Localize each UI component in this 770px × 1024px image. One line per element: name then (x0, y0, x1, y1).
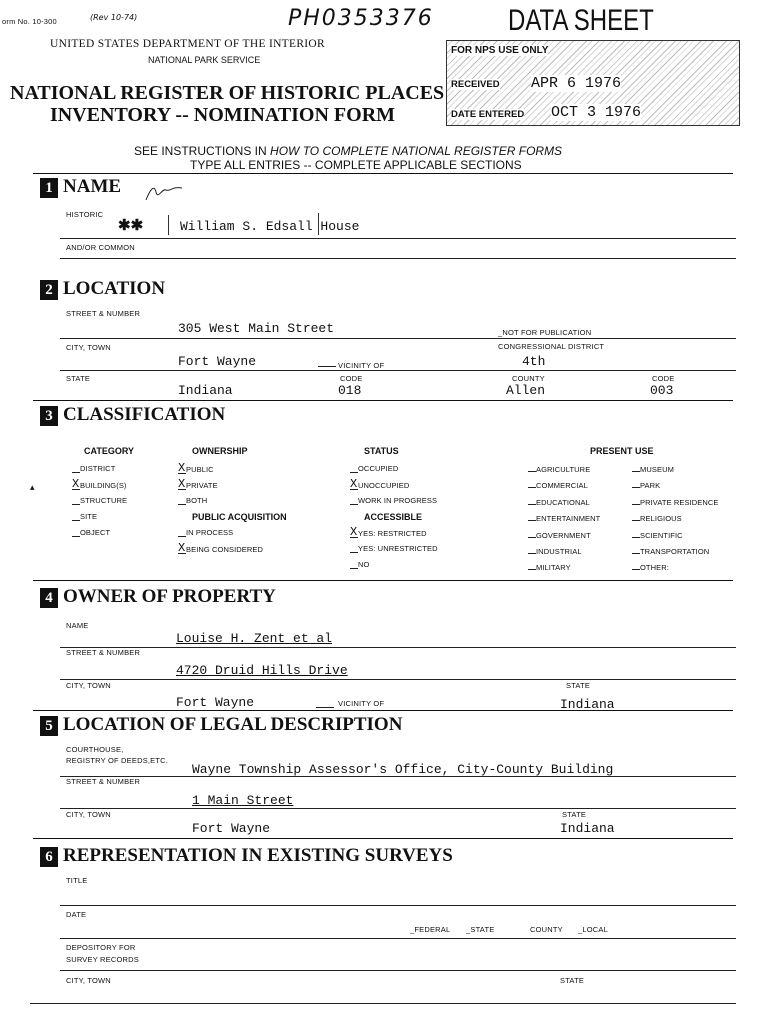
section-number-4: 4 (40, 588, 58, 608)
section-title-owner: OWNER OF PROPERTY (63, 586, 276, 607)
checkbox-blank (632, 464, 640, 472)
checkbox-mark: X (72, 477, 80, 491)
checklist-label: SITE (80, 512, 98, 521)
owner-street-label: STREET & NUMBER (66, 648, 141, 657)
checklist-item (178, 528, 233, 537)
checkbox-mark (72, 536, 80, 537)
congressional-label: CONGRESSIONAL DISTRICT (498, 342, 605, 351)
initials-scribble (142, 180, 187, 204)
checklist-item (528, 513, 600, 523)
status-heading: STATUS (364, 446, 399, 456)
checklist-item (632, 530, 683, 540)
service-name: NATIONAL PARK SERVICE (148, 55, 261, 65)
survey-state-label: STATE (560, 976, 585, 985)
legal-street-label: STREET & NUMBER (66, 777, 141, 786)
checkbox-mark (72, 520, 80, 521)
vicinity-label: VICINITY OF (338, 361, 385, 370)
divider (60, 776, 736, 777)
divider (33, 838, 733, 839)
checklist-item (528, 562, 571, 572)
congressional-value: 4th (522, 354, 546, 369)
margin-mark: ▴ (30, 482, 35, 492)
instructions-line2: TYPE ALL ENTRIES -- COMPLETE APPLICABLE SECTIONS (190, 158, 522, 172)
state-value: Indiana (178, 383, 233, 398)
checklist-label: RELIGIOUS (640, 514, 682, 524)
divider (60, 970, 736, 971)
street-label: STREET & NUMBER (66, 309, 141, 318)
checklist-item (350, 544, 438, 553)
checklist-label: GOVERNMENT (536, 530, 591, 540)
checklist-item (178, 461, 214, 475)
bracket-left (168, 215, 170, 235)
common-label: AND/OR COMMON (66, 243, 135, 252)
checkbox-blank (528, 513, 536, 521)
section-title-classification: CLASSIFICATION (63, 404, 226, 425)
checklist-label: SCIENTIFIC (640, 530, 683, 540)
checkbox-blank (528, 562, 536, 570)
checklist-label: OCCUPIED (358, 464, 399, 473)
checklist-item (528, 480, 588, 490)
checkbox-blank (528, 546, 536, 554)
checklist-item (632, 497, 719, 507)
entered-date: OCT 3 1976 (551, 104, 642, 121)
federal-option: _FEDERAL (410, 925, 451, 934)
checkbox-blank (632, 513, 640, 521)
county-value: Allen (506, 383, 546, 398)
nps-use-label: FOR NPS USE ONLY (451, 45, 549, 56)
city-value: Fort Wayne (178, 354, 257, 369)
received-date: APR 6 1976 (531, 75, 622, 92)
legal-state-value: Indiana (560, 821, 615, 836)
checklist-label: YES: UNRESTRICTED (358, 544, 438, 553)
checkbox-blank (528, 497, 536, 505)
not-for-publication: _NOT FOR PUBLICATION (498, 328, 592, 337)
courthouse-label-2: REGISTRY OF DEEDS,ETC. (66, 756, 169, 765)
checkbox-mark (350, 472, 358, 473)
section-number-3: 3 (40, 406, 58, 426)
legal-street-value: 1 Main Street (192, 793, 294, 808)
instructions-line1 (134, 144, 562, 158)
checklist-item (528, 530, 591, 540)
legal-state-label: STATE (562, 810, 587, 819)
checkbox-blank (528, 464, 536, 472)
checklist-item (72, 512, 97, 521)
category-heading: CATEGORY (84, 446, 135, 456)
checklist-item (72, 496, 127, 505)
checkbox-blank (632, 562, 640, 570)
checklist-item (72, 477, 127, 491)
owner-state-value: Indiana (560, 697, 615, 712)
checkbox-blank (632, 546, 640, 554)
historic-name-value: William S. Edsall House (180, 219, 360, 234)
checklist-item (178, 477, 218, 491)
form-title-line1: NATIONAL REGISTER OF HISTORIC PLACES (10, 82, 445, 104)
checklist-label: ENTERTAINMENT (536, 514, 601, 524)
checklist-item (72, 464, 115, 473)
divider (60, 338, 736, 339)
divider (60, 238, 736, 239)
divider (33, 580, 733, 581)
checklist-label: UNOCCUPIED (358, 481, 410, 490)
checklist-item (350, 464, 398, 473)
divider (60, 679, 736, 680)
accessible-heading: ACCESSIBLE (364, 512, 423, 522)
checkbox-mark: X (178, 477, 186, 491)
checklist-label: BUILDING(S) (80, 481, 127, 490)
city-label: CITY, TOWN (66, 343, 111, 352)
checkbox-mark: X (350, 477, 358, 491)
vicinity-blank (318, 366, 336, 367)
checkbox-mark (350, 552, 358, 553)
section-number-6: 6 (40, 847, 58, 867)
checklist-item (632, 562, 669, 572)
checklist-item (632, 464, 674, 474)
courthouse-label-1: COURTHOUSE, (66, 745, 124, 754)
county-option: COUNTY (530, 925, 563, 934)
vicinity-blank (316, 707, 334, 708)
owner-street-value: 4720 Druid Hills Drive (176, 663, 348, 678)
checklist-item (528, 497, 590, 507)
handwritten-id: PH0353376 (288, 6, 434, 31)
checklist-label: NO (358, 560, 370, 569)
checkbox-blank (528, 480, 536, 488)
checklist-item (528, 464, 590, 474)
checkbox-mark (350, 504, 358, 505)
checkbox-mark: X (178, 461, 186, 475)
nps-use-box (446, 40, 740, 126)
checklist-label: AGRICULTURE (536, 465, 591, 474)
checkbox-mark (72, 504, 80, 505)
checklist-item (350, 477, 410, 491)
depository-label-2: SURVEY RECORDS (66, 955, 139, 964)
received-label: RECEIVED (451, 79, 500, 90)
section-number-2: 2 (40, 280, 58, 300)
divider (30, 1003, 736, 1004)
owner-name-label: NAME (66, 621, 89, 630)
checklist-item (178, 541, 264, 555)
checklist-item (350, 496, 437, 505)
checkbox-blank (632, 530, 640, 538)
checklist-label: BEING CONSIDERED (186, 545, 264, 554)
entered-label: DATE ENTERED (451, 109, 525, 120)
checkbox-blank (632, 480, 640, 488)
survey-date-label: DATE (66, 910, 87, 919)
revision-note: (Rev 10-74) (90, 13, 138, 22)
owner-city-label: CITY, TOWN (66, 681, 111, 690)
county-code-label: CODE (652, 374, 675, 383)
checklist-label: TRANSPORTATION (640, 547, 710, 556)
checklist-label: OTHER: (640, 563, 669, 573)
form-title-line2: INVENTORY -- NOMINATION FORM (50, 104, 396, 126)
divider (60, 808, 736, 809)
checkbox-mark (350, 568, 358, 569)
checklist-label: BOTH (186, 496, 208, 505)
checklist-item (632, 480, 660, 490)
checklist-label: EDUCATIONAL (536, 497, 590, 507)
ownership-heading: OWNERSHIP (192, 446, 248, 456)
instructions-lead: SEE INSTRUCTIONS IN (134, 144, 267, 158)
historic-label: HISTORIC (66, 210, 104, 219)
checklist-label: DISTRICT (80, 464, 116, 473)
checklist-label: STRUCTURE (80, 496, 128, 505)
checklist-label: PRIVATE RESIDENCE (640, 497, 719, 507)
checkbox-blank (632, 497, 640, 505)
checkbox-mark: X (178, 541, 186, 555)
checkbox-mark (178, 504, 186, 505)
data-sheet-title: DATA SHEET (508, 4, 654, 37)
state-code-value: 018 (338, 383, 362, 398)
form-number: orm No. 10-300 (2, 17, 57, 26)
checklist-label: OBJECT (80, 528, 111, 537)
section-number-5: 5 (40, 716, 58, 736)
checklist-item (178, 496, 207, 505)
owner-city-value: Fort Wayne (176, 695, 255, 710)
checklist-item (632, 546, 709, 556)
acquisition-heading: PUBLIC ACQUISITION (192, 512, 287, 522)
checklist-label: WORK IN PROGRESS (358, 496, 438, 505)
state-label: STATE (66, 374, 91, 383)
checkbox-blank (528, 530, 536, 538)
department-name: UNITED STATES DEPARTMENT OF THE INTERIOR (50, 38, 326, 50)
section-number-1: 1 (40, 178, 58, 198)
bracket-right (318, 213, 320, 235)
state-option: _STATE (466, 925, 495, 934)
checklist-label: MUSEUM (640, 465, 674, 474)
owner-name-value: Louise H. Zent et al (176, 631, 333, 646)
checklist-item (350, 525, 427, 539)
checklist-label: COMMERCIAL (536, 481, 588, 491)
county-label: COUNTY (512, 374, 545, 383)
street-value: 305 West Main Street (178, 321, 335, 336)
divider (33, 173, 733, 174)
section-title-legal: LOCATION OF LEGAL DESCRIPTION (63, 714, 403, 735)
county-code-value: 003 (650, 383, 674, 398)
survey-title-label: TITLE (66, 876, 88, 885)
legal-city-label: CITY, TOWN (66, 810, 111, 819)
divider (60, 938, 736, 939)
checklist-label: PARK (640, 481, 661, 491)
section-title-surveys: REPRESENTATION IN EXISTING SURVEYS (63, 845, 453, 866)
historic-marks: ✱✱ (118, 217, 144, 234)
checklist-label: PUBLIC (186, 465, 214, 474)
checklist-item (528, 546, 582, 556)
checklist-item (632, 513, 682, 523)
section-title-location: LOCATION (63, 278, 166, 299)
checkbox-mark (178, 536, 186, 537)
checklist-label: INDUSTRIAL (536, 547, 582, 556)
survey-city-label: CITY, TOWN (66, 976, 111, 985)
checklist-item (72, 528, 110, 537)
legal-city-value: Fort Wayne (192, 821, 271, 836)
checklist-label: YES: RESTRICTED (358, 529, 427, 538)
owner-vicinity-label: VICINITY OF (338, 699, 385, 708)
present-use-heading: PRESENT USE (590, 446, 654, 456)
divider (60, 258, 736, 259)
section-title-name: NAME (63, 176, 122, 197)
checklist-label: PRIVATE (186, 481, 218, 490)
checkbox-mark (72, 472, 80, 473)
local-option: _LOCAL (578, 925, 608, 934)
instructions-italic: HOW TO COMPLETE NATIONAL REGISTER FORMS (270, 144, 563, 158)
divider (33, 710, 733, 711)
state-code-label: CODE (340, 374, 363, 383)
divider (60, 905, 736, 906)
checkbox-mark: X (350, 525, 358, 539)
checklist-label: MILITARY (536, 563, 571, 573)
checklist-label: IN PROCESS (186, 528, 234, 537)
divider (60, 647, 736, 648)
divider (60, 370, 736, 371)
checklist-item (350, 560, 369, 569)
depository-label-1: DEPOSITORY FOR (66, 943, 136, 952)
owner-state-label: STATE (566, 681, 591, 690)
courthouse-value: Wayne Township Assessor's Office, City-County Building (192, 762, 614, 777)
divider (33, 400, 733, 401)
